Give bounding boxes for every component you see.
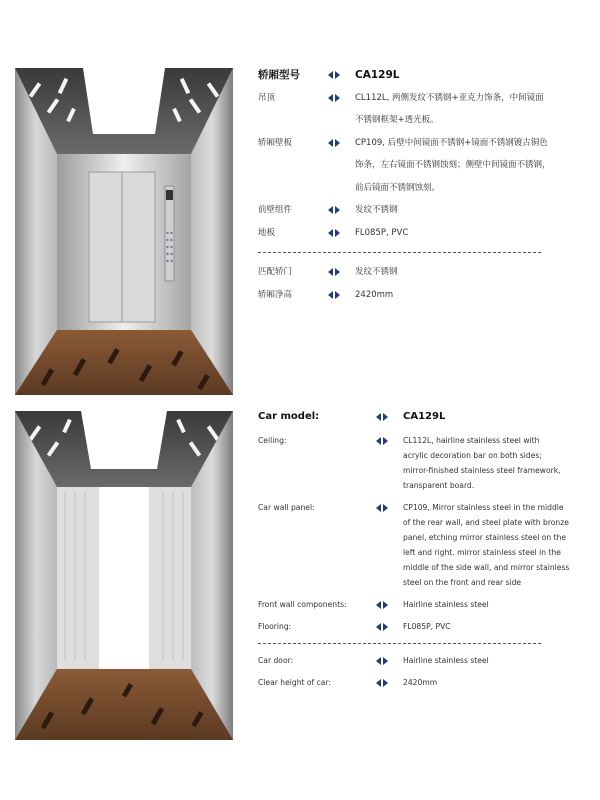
spec-row-model <box>258 64 588 87</box>
spec-label: Ceiling: <box>258 436 287 445</box>
spec-value-line: FL085P, PVC <box>355 227 409 238</box>
spec-value <box>403 653 588 668</box>
spec-value-line: CP109, Mirror stainless steel in the middle <box>403 503 564 512</box>
spec-label: Car wall panel: <box>258 503 315 512</box>
spec-rows <box>258 433 588 634</box>
spec-value <box>355 132 588 200</box>
spec-label: 地板 <box>258 227 276 238</box>
spec-value-line: 饰条，左右镜面不锈钢蚀刻；侧壁中间镜面不锈钢， <box>355 160 551 170</box>
spec-label: 轿厢净高 <box>258 289 293 300</box>
spec-row <box>258 87 588 132</box>
spec-value-line: middle of the side wall, and mirror stainless <box>403 563 570 572</box>
spec-label: 前壁组件 <box>258 205 293 215</box>
spec-row-model <box>258 408 588 426</box>
spec-row <box>258 132 588 200</box>
spec-rows-secondary <box>258 653 588 690</box>
spec-value <box>403 597 588 612</box>
spec-value <box>355 284 588 307</box>
spec-value <box>355 87 588 132</box>
spec-value-line: 2420mm <box>403 678 438 687</box>
spec-value <box>355 199 588 222</box>
spec-label: Car door: <box>258 656 294 665</box>
spec-value-line: CL112L, hairline stainless steel with <box>403 436 540 445</box>
elevator-cabin-illustration <box>15 68 233 395</box>
spec-label: 轿厢壁板 <box>258 137 293 148</box>
spec-row <box>258 619 588 634</box>
spec-row <box>258 675 588 690</box>
spec-row <box>258 222 588 245</box>
spec-value-line: 发纹不锈钢 <box>355 267 398 277</box>
model-value: CA129L <box>355 69 400 81</box>
spec-value-line: CL112L, 两侧发纹不锈钢+亚克力饰条，中间镜面 <box>355 92 544 103</box>
spec-table-chinese <box>258 64 588 306</box>
spec-row <box>258 433 588 493</box>
spec-value <box>355 261 588 284</box>
spec-value-line: 2420mm <box>355 289 394 300</box>
spec-label: Clear height of car: <box>258 678 332 687</box>
spec-value-line: panel, etching mirror stainless steel on the <box>403 533 567 542</box>
elevator-cabin-image-closed <box>15 68 233 395</box>
spec-row <box>258 653 588 668</box>
spec-rows-secondary <box>258 261 588 306</box>
spec-value-line: CP109, 后壁中间镜面不锈钢+镜面不锈钢镀古铜色 <box>355 137 548 148</box>
spec-value-line: 前后镜面不锈钢蚀刻。 <box>355 182 441 193</box>
spec-label: Front wall components: <box>258 600 347 609</box>
spec-row <box>258 199 588 222</box>
dashed-divider <box>258 252 541 253</box>
spec-value-line: Hairline stainless steel <box>403 600 489 609</box>
spec-value-line: steel on the front and rear side <box>403 578 522 587</box>
elevator-cabin-image-open <box>15 411 233 740</box>
spec-table-english <box>258 408 588 690</box>
spec-value-line: FL085P, PVC <box>403 622 451 631</box>
spec-label: Flooring: <box>258 622 292 631</box>
spec-row <box>258 597 588 612</box>
model-label: 轿厢型号 <box>258 69 300 81</box>
spec-value <box>403 675 588 690</box>
spec-value-line: Hairline stainless steel <box>403 656 489 665</box>
spec-rows <box>258 87 588 245</box>
spec-row <box>258 500 588 590</box>
spec-value-line: 发纹不锈钢 <box>355 205 398 215</box>
spec-row <box>258 284 588 307</box>
model-label: Car model: <box>258 411 320 422</box>
spec-value-line: of the rear wall, and steel plate with bronze <box>403 518 569 527</box>
spec-value-line: mirror-finished stainless steel framework, <box>403 466 561 475</box>
spec-value <box>403 619 588 634</box>
model-value: CA129L <box>403 411 446 422</box>
spec-value <box>403 433 588 493</box>
spec-value-line: transparent board. <box>403 481 475 490</box>
dashed-divider <box>258 643 541 644</box>
spec-value-line: 不锈钢框架+透光板。 <box>355 115 439 125</box>
spec-value <box>355 222 588 245</box>
spec-label: 匹配轿门 <box>258 267 293 277</box>
spec-row <box>258 261 588 284</box>
elevator-cabin-illustration <box>15 411 233 740</box>
spec-value <box>403 500 588 590</box>
spec-label: 吊顶 <box>258 92 276 103</box>
spec-value-line: acrylic decoration bar on both sides; <box>403 451 542 460</box>
spec-value-line: left and right. mirror stainless steel in the <box>403 548 561 557</box>
